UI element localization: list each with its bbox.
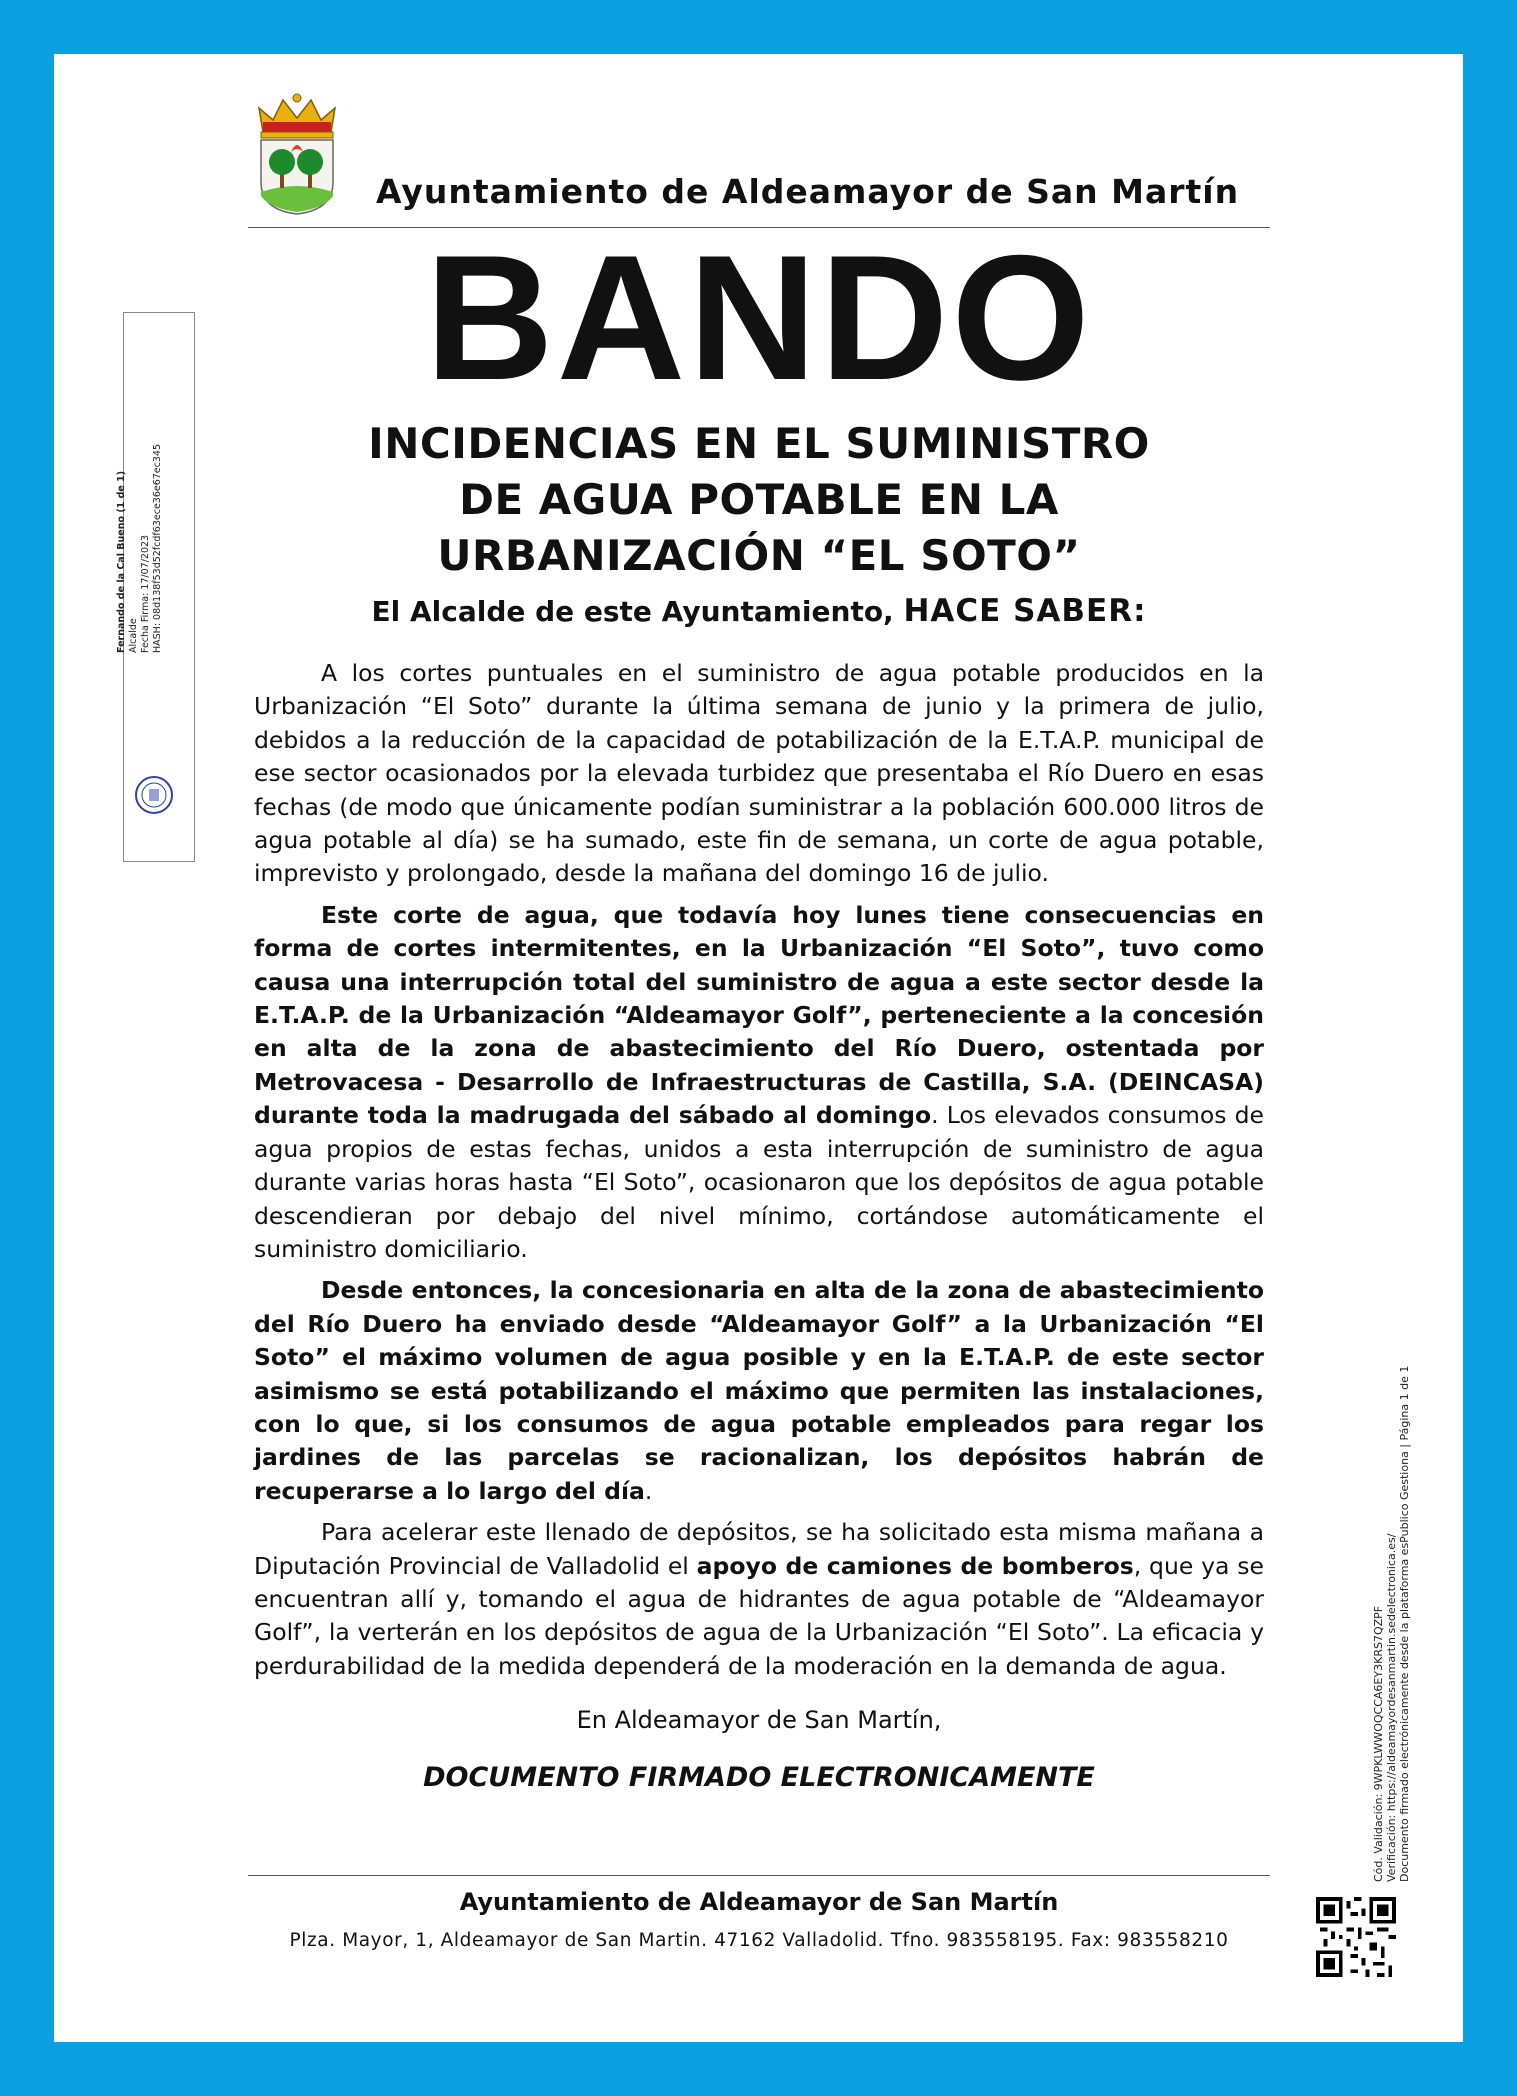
announcement-emphasis: HACE SABER:: [903, 593, 1147, 629]
coat-of-arms-icon: [255, 92, 339, 216]
signature-details: [116, 443, 176, 653]
footer-org-name: Ayuntamiento de Aldeamayor de San Martín: [459, 1888, 1059, 1916]
subject-heading: [248, 416, 1270, 584]
validation-url[interactable]: Verificación: https://aldeamayordesanmartin.sedelectronica.es/: [1385, 1533, 1398, 1882]
paragraph-4-a: Para acelerar este llenado de depósitos, se ha solicitado esta misma mañana a Diputación Provincial de Valladolid el: [254, 1518, 1264, 1580]
header-org-name: Ayuntamiento de Aldeamayor de San Martín: [376, 172, 1240, 211]
signature-hash: HASH: 08d138f53d52fcdf63ece36e67ec345: [152, 443, 163, 653]
validation-note: Documento firmado electrónicamente desde la plataforma esPublico Gestiona | Página 1 de 1: [1398, 1365, 1411, 1882]
paragraph-3-rest: .: [644, 1476, 653, 1505]
subject-line: URBANIZACIÓN “EL SOTO”: [437, 531, 1081, 580]
footer-address: Plza. Mayor, 1, Aldeamayor de San Martin. 47162 Valladolid. Tfno. 983558195. Fax: 983558210: [289, 1930, 1229, 1951]
subject-line: DE AGUA POTABLE EN LA: [459, 475, 1059, 524]
closing-place: En Aldeamayor de San Martín,: [576, 1706, 942, 1734]
signer-role: Alcalde: [128, 618, 139, 653]
paragraph-4-b: , que ya se encuentran allí y, tomando el agua de hidrantes de agua potable de “Aldeamayor Golf”, la verterán en los depósitos de agua de la Urbanización “El Soto”. La eficacia y perdurabilidad de la medida dependerá de la moderación en la demanda de agua.: [254, 1551, 1264, 1680]
validation-code: Cód. Validación: 9WPKLWWOQCCA6EY3KRS7QZPF: [1372, 1605, 1385, 1882]
signed-notice: DOCUMENTO FIRMADO ELECTRONICAMENTE: [423, 1762, 1095, 1793]
document-title: BANDO: [425, 218, 1093, 417]
subject-line: INCIDENCIAS EN EL SUMINISTRO: [368, 419, 1150, 468]
paragraph-3: [254, 1274, 1264, 1508]
validation-info: [1372, 1282, 1422, 1882]
document-body: [254, 657, 1264, 1691]
footer-divider: [248, 1875, 1270, 1876]
paragraph-2-rest: . Los elevados consumos de agua propios de estas fechas, unidos a esta interrupción de suministro de agua durante varias horas hasta “El Soto”, ocasionaron que los depósitos de agua potable descendieran por debajo del nivel mínimo, cortándose automáticamente el suministro domiciliario.: [254, 1101, 1264, 1263]
document-page: [54, 54, 1463, 2042]
official-seal-icon: [134, 775, 174, 815]
paragraph-3-bold: Desde entonces, la concesionaria en alta de la zona de abastecimiento del Río Duero ha enviado desde “Aldeamayor Golf” a la Urbanización “El Soto” el máximo volumen de agua posible y en la E.T.A.P. de este sector asimismo se está potabilizando el máximo que permiten las instalaciones, con lo que, si los consumos de agua potable empleados para regar los jardines de las parcelas se racionalizan, los depósitos habrán de recuperarse a lo largo del día: [254, 1276, 1264, 1505]
signature-box: [116, 312, 195, 862]
paragraph-2-bold: Este corte de agua, que todavía hoy lunes tiene consecuencias en forma de cortes intermitentes, en la Urbanización “El Soto”, tuvo como causa una interrupción total del suministro de agua a este sector desde la E.T.A.P. de la Urbanización “Aldeamayor Golf”, perteneciente a la concesión en alta de la zona de abastecimiento del Río Duero, ostentada por Metrovacesa - Desarrollo de Infraestructuras de Castilla, S.A. (DEINCASA) durante toda la madrugada del sábado al domingo: [254, 900, 1264, 1130]
paragraph-1: A los cortes puntuales en el suministro de agua potable producidos en la Urbanización “El Soto” durante la última semana de junio y la primera de julio, debidos a la reducción de la capacidad de potabilización de la E.T.A.P. municipal de ese sector ocasionados por la elevada turbidez que presentaba el Río Duero en esas fechas (de modo que únicamente podían suministrar a la población 600.000 litros de agua potable al día) se ha sumado, este fin de semana, un corte de agua potable, imprevisto y prolongado, desde la mañana del domingo 16 de julio.: [254, 659, 1264, 888]
paragraph-4-bold: apoyo de camiones de bomberos: [696, 1551, 1134, 1580]
paragraph-4: [254, 1516, 1264, 1683]
announcement: [248, 591, 1270, 632]
qr-code-icon: [1316, 1897, 1396, 1977]
signer-name: Fernando de la Cal Bueno (1 de 1): [116, 470, 127, 653]
signature-date: Fecha Firma: 17/07/2023: [140, 534, 151, 653]
announcement-lead: El Alcalde de este Ayuntamiento,: [371, 595, 894, 628]
paragraph-2: [254, 899, 1264, 1266]
